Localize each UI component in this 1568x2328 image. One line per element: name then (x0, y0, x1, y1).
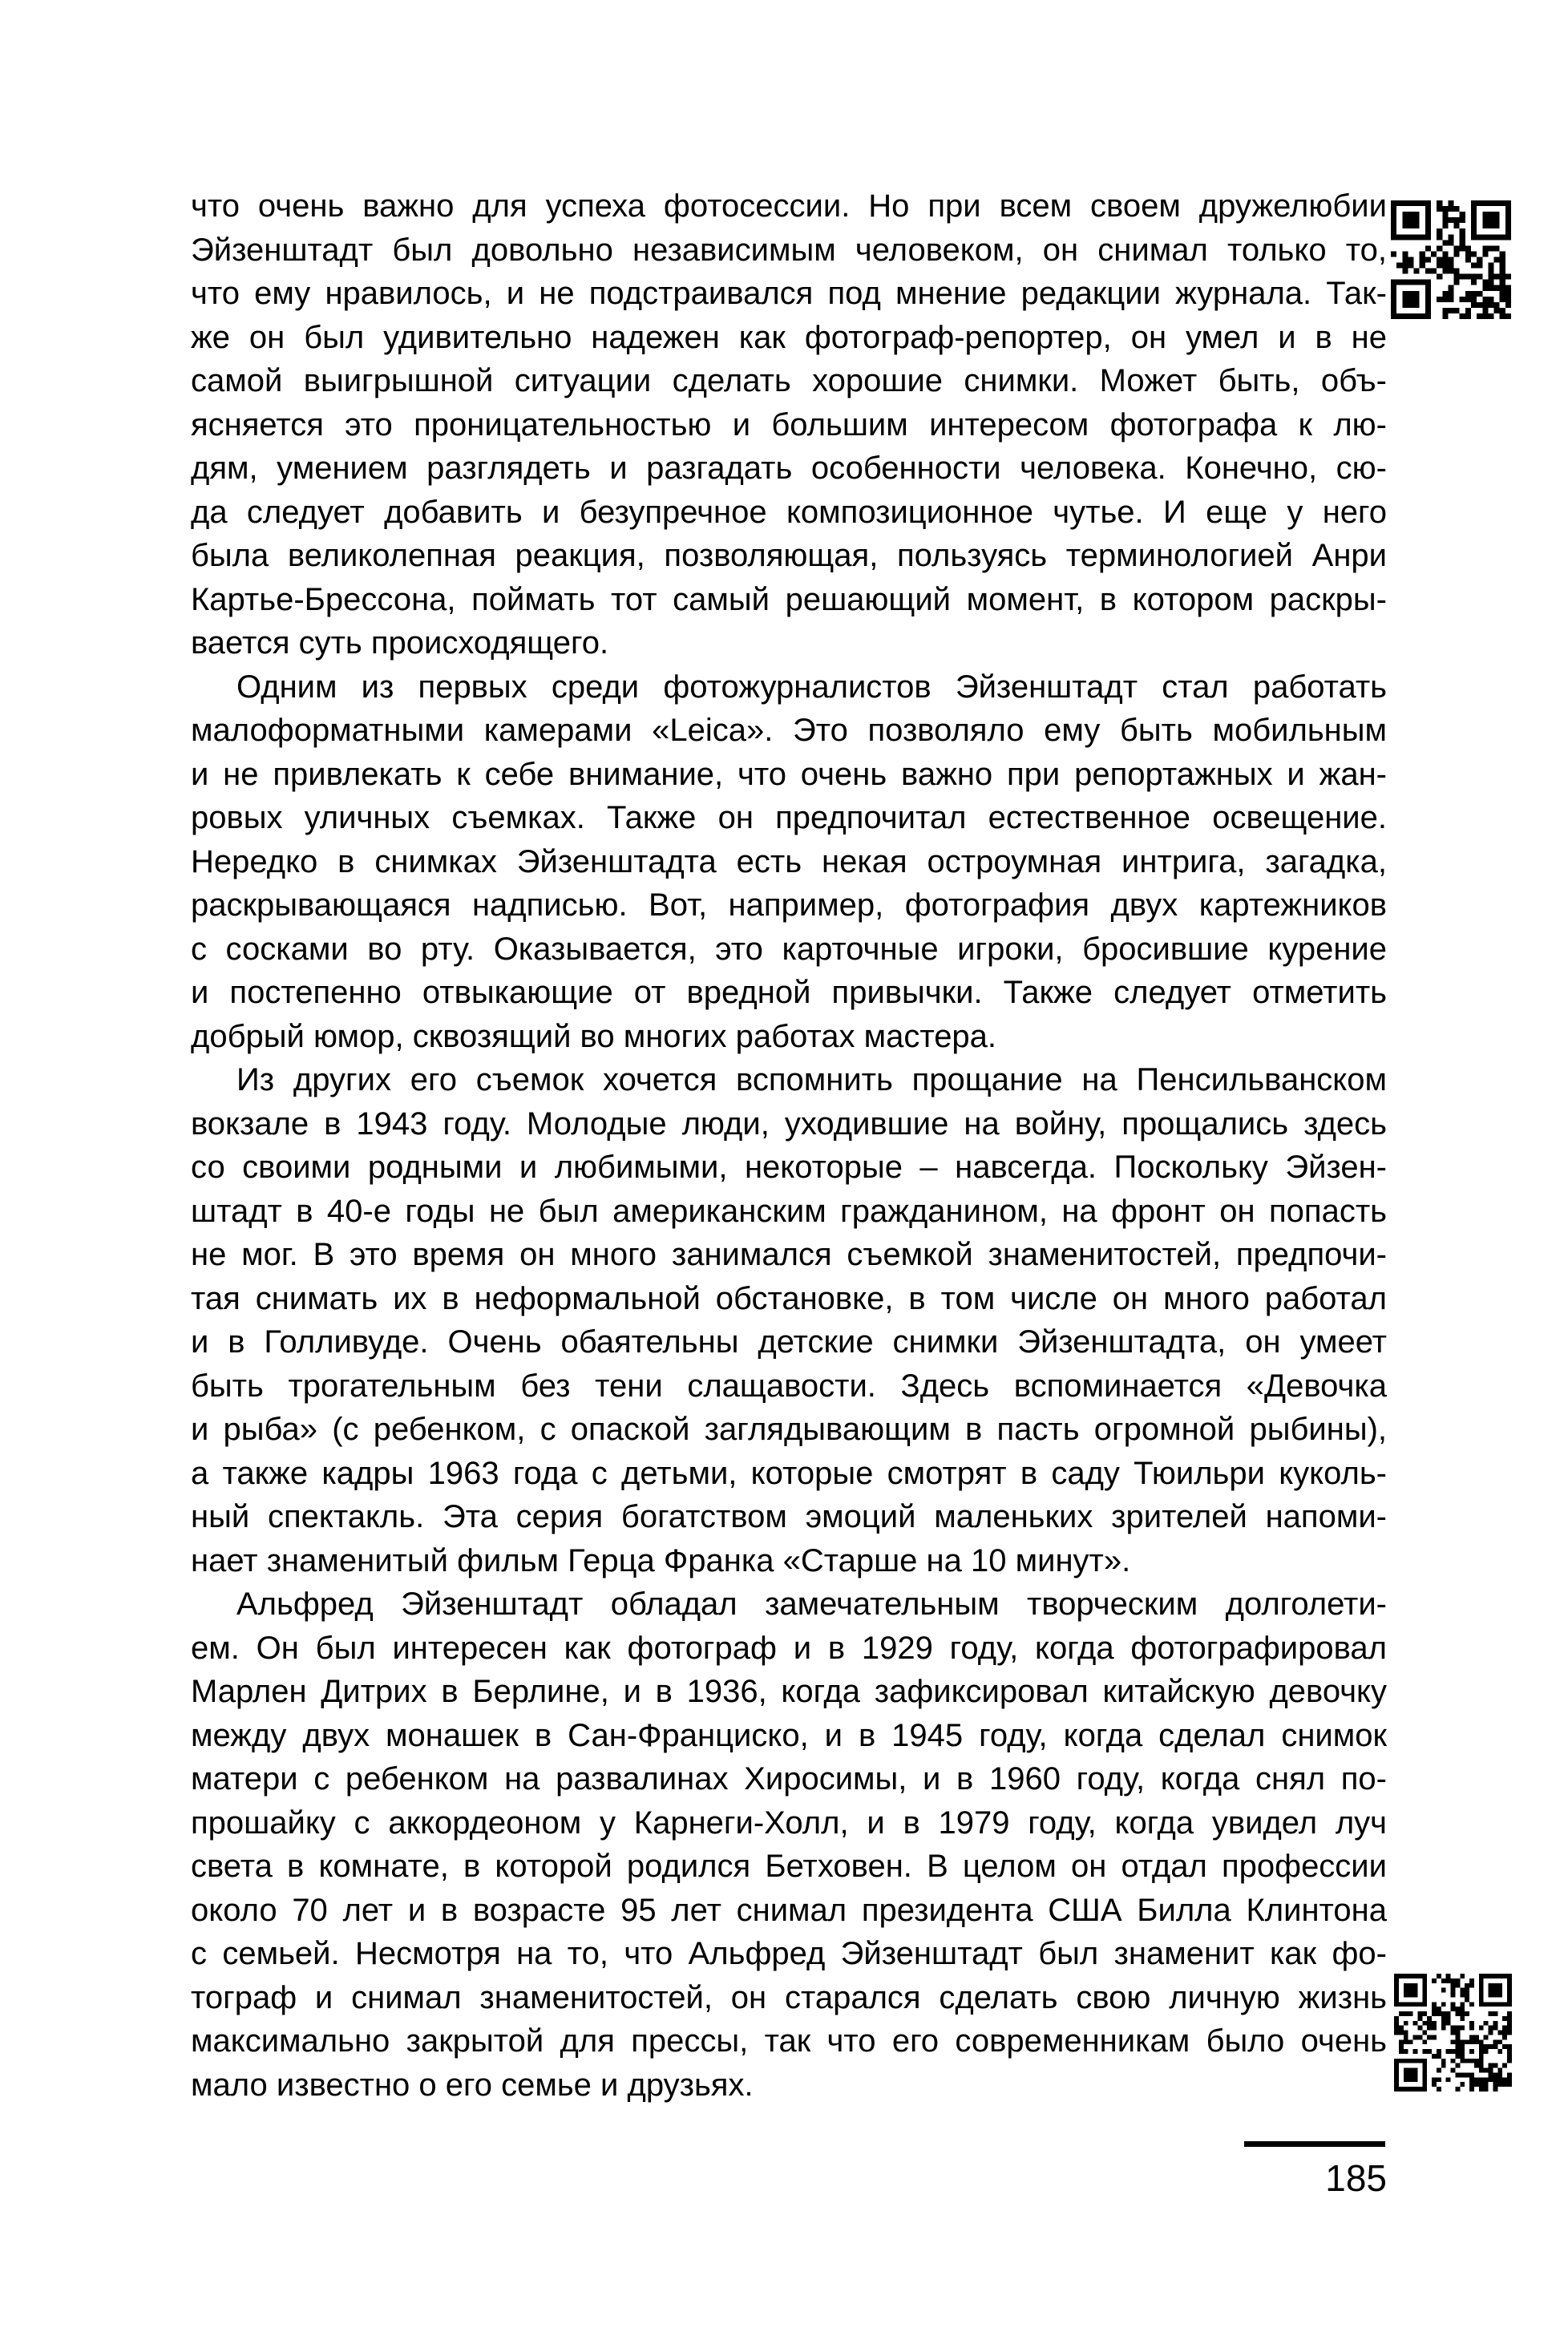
text-line: Одним из первых среди фотожурналистов Эйзенштадт стал работать (236, 669, 1387, 705)
text-line: что ему нравилось, и не подстраивался под мнение редакции журнала. Так- (191, 276, 1387, 311)
text-line: максимально закрытой для прессы, так что его современникам было очень (191, 2023, 1387, 2059)
text-line: Эйзенштадт был довольно независимым человеком, он снимал только то, (191, 232, 1387, 268)
text-line: мало известно о его семье и друзьях. (191, 2067, 754, 2103)
text-line: добрый юмор, сквозящий во многих работах мастера. (191, 1018, 997, 1054)
paragraph (191, 1582, 1387, 2107)
text-line: Нередко в снимках Эйзенштадта есть некая остроумная интрига, загадка, (191, 843, 1387, 879)
text-line: самой выигрышной ситуации сделать хорошие снимки. Может быть, объ- (191, 363, 1387, 398)
text-line: быть трогательным без тени слащавости. Здесь вспоминается «Девочка (191, 1368, 1387, 1404)
text-line: тограф и снимал знаменитостей, он старался сделать свою личную жизнь (191, 1979, 1387, 2015)
text-line: и постепенно отвыкающие от вредной привычки. Также следует отметить (191, 975, 1387, 1010)
text-line: с сосками во рту. Оказывается, это карточные игроки, бросившие курение (191, 931, 1387, 967)
footer-rule (1244, 2141, 1385, 2147)
text-line: матери с ребенком на развалинах Хиросимы, и в 1960 году, когда снял по- (191, 1761, 1387, 1797)
text-line: Картье-Брессона, поймать тот самый решающий момент, в котором раскры- (191, 581, 1387, 617)
text-line: прошайку с аккордеоном у Карнеги-Холл, и в 1979 году, когда увидел луч (191, 1805, 1387, 1841)
text-line: Альфред Эйзенштадт обладал замечательным творческим долголети- (236, 1586, 1387, 1622)
text-line: нает знаменитый фильм Герца Франка «Старше на 10 минут». (191, 1542, 1131, 1578)
text-line: дям, умением разглядеть и разгадать особенности человека. Конечно, сю- (191, 451, 1387, 486)
text-line: Марлен Дитрих в Берлине, и в 1936, когда зафиксировал китайскую девочку (191, 1674, 1387, 1709)
text-line: со своими родными и любимыми, некоторые – навсегда. Поскольку Эйзен- (191, 1150, 1387, 1185)
text-line: Из других его съемок хочется вспомнить прощание на Пенсильванском (236, 1062, 1387, 1097)
text-line: и рыба» (с ребенком, с опаской заглядывающим в пасть огромной рыбины), (191, 1412, 1387, 1447)
paragraph (191, 665, 1387, 1059)
text-line: тая снимать их в неформальной обстановке, в том числе он много работал (191, 1280, 1387, 1316)
body-text (191, 184, 1387, 2107)
text-line: да следует добавить и безупречное композиционное чутье. И еще у него (191, 494, 1387, 530)
text-line: не мог. В это время он много занимался съемкой знаменитостей, предпочи- (191, 1237, 1387, 1272)
text-line: была великолепная реакция, позволяющая, пользуясь терминологией Анри (191, 538, 1387, 573)
text-line: около 70 лет и в возрасте 95 лет снимал президента США Билла Клинтона (191, 1892, 1387, 1928)
paragraph (191, 184, 1387, 665)
qr-code-icon (1391, 200, 1511, 319)
text-line: света в комнате, в которой родился Бетховен. В целом он отдал профессии (191, 1849, 1387, 1884)
text-line: ем. Он был интересен как фотограф и в 1929 году, когда фотографировал (191, 1630, 1387, 1666)
text-line: ный спектакль. Эта серия богатством эмоций маленьких зрителей напоми- (191, 1499, 1387, 1534)
text-line: а также кадры 1963 года с детьми, которые смотрят в саду Тюильри куколь- (191, 1455, 1387, 1491)
text-line: вокзале в 1943 году. Молодые люди, уходившие на войну, прощались здесь (191, 1105, 1387, 1142)
text-line: вается суть происходящего. (191, 625, 609, 661)
text-line: что очень важно для успеха фотосессии. Но при всем своем дружелюбии (191, 188, 1387, 224)
text-line: с семьей. Несмотря на то, что Альфред Эйзенштадт был знаменит как фо- (191, 1936, 1387, 1971)
qr-code-icon (1394, 1974, 1512, 2092)
text-line: штадт в 40-е годы не был американским гражданином, на фронт он попасть (191, 1193, 1387, 1229)
page-number: 185 (1325, 2157, 1387, 2199)
text-line: и в Голливуде. Очень обаятельны детские снимки Эйзенштадта, он умеет (191, 1324, 1387, 1360)
paragraph (191, 1058, 1387, 1582)
text-line: ровых уличных съемках. Также он предпочитал естественное освещение. (191, 800, 1387, 835)
text-line: ясняется это проницательностью и большим интересом фотографа к лю- (191, 406, 1387, 443)
text-line: между двух монашек в Сан-Франциско, и в 1945 году, когда сделал снимок (191, 1717, 1387, 1753)
text-line: же он был удивительно надежен как фотограф-репортер, он умел и в не (191, 319, 1387, 355)
text-line: малоформатными камерами «Leica». Это позволяло ему быть мобильным (191, 713, 1387, 748)
text-line: раскрывающаяся надписью. Вот, например, фотография двух картежников (191, 887, 1387, 923)
text-line: и не привлекать к себе внимание, что очень важно при репортажных и жан- (191, 756, 1387, 792)
